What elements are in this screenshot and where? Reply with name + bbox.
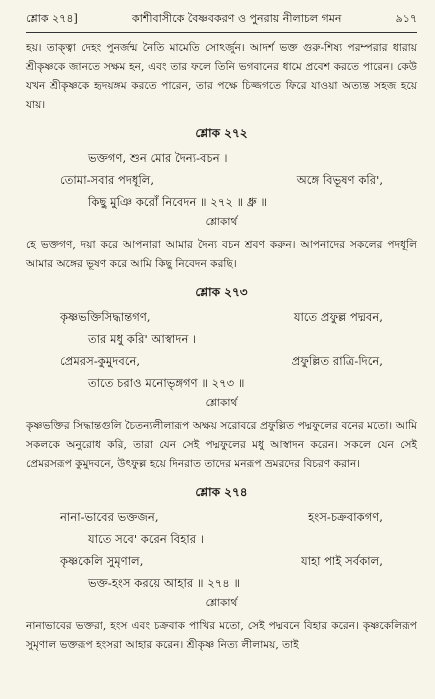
verse-line-part: কিছু মুঞি করোঁ নিবেদন ॥ ২৭২ ॥ ধ্রু ॥ [88, 195, 267, 209]
verse-line-part: যাহা পাই সর্বকাল, [300, 554, 383, 568]
verse-line [26, 572, 417, 594]
verse-line [26, 169, 417, 191]
page-number: ৯১৭ [395, 12, 417, 25]
translation-label: শ্লোকার্থ [205, 216, 238, 228]
verse-text [26, 147, 417, 213]
verse-line [26, 528, 417, 550]
verse-line [26, 550, 417, 572]
verse-number: শ্লোক ২৭২ [195, 126, 248, 140]
translation-paragraph: নানাভাবের ভক্তরা, হংস এবং চক্রবাক পাখির মতো, সেই পদ্মবনে বিহার করেন। কৃষ্ণকেলিরূপ সুমৃণাল ভক্তরূপ হংসরা আহার করেন। শ্রীকৃষ্ণ নিত্য লীলাময়, তাই [26, 620, 417, 651]
verse-line-part: নানা-ভাবের ভক্তজন, [60, 510, 159, 524]
verse-line [26, 372, 417, 394]
translation-label: শ্লোকার্থ [205, 597, 238, 609]
verse-line [26, 350, 417, 372]
verse-line [26, 328, 417, 350]
verse-line [26, 306, 417, 328]
verse-line-part: কৃষ্ণভক্তিসিদ্ধান্তগণ, [60, 310, 151, 324]
intro-paragraph: হয়। তাক্ত্বা দেহং পুনর্জন্ম নৈতি মামেতি সোঽর্জুন। আদর্শ ভক্ত গুরু-শিষ্য পরম্পরার ধারায় শ্রীকৃষ্ণকে জানতে সক্ষম হন, এবং তার ফলে তিনি ভগবানের ধামে প্রবেশ করতে পারেন। কেউ যখন শ্রীকৃষ্ণকে হৃদয়ঙ্গম করতে পারেন, তার পক্ষে চিজ্জগতে ফিরে যাওয়া অত্যন্ত সহজ হয়ে যায়। [26, 42, 417, 111]
verse-line [26, 147, 417, 169]
header-verse-ref: শ্লোক ২৭৪] [26, 12, 78, 25]
verse-line-part: তার মধু করি' আস্বাদন । [88, 332, 197, 346]
translation-paragraph: হে ভক্তগণ, দয়া করে আপনারা আমার দৈন্য বচন শ্রবণ করুন। আপনাদের সকলের পদধূলি আমার অঙ্গের ভূষণ করে আমি কিছু নিবেদন করছি। [26, 239, 417, 270]
verse-line-part: তোমা-সবার পদধূলি, [60, 173, 155, 187]
verses-container [26, 125, 417, 655]
verse-line [26, 191, 417, 213]
verse-text [26, 306, 417, 394]
translation-label: শ্লোকার্থ [205, 397, 238, 409]
running-header [26, 10, 417, 33]
verse-line-part: হংস-চক্রবাকগণ, [308, 510, 383, 524]
verse-text [26, 506, 417, 594]
verse-line-part: কৃষ্ণকেলি সুমৃণাল, [60, 554, 144, 568]
verse-line-part: প্রেমরস-কুমুদবনে, [60, 354, 141, 368]
verse-line-part: প্রফুল্লিত রাত্রি-দিনে, [291, 354, 383, 368]
verse-line-part: যাতে প্রফুল্ল পদ্মবন, [293, 310, 383, 324]
header-chapter-title: কাশীবাসীকে বৈষ্ণবকরণ ও পুনরায় নীলাচল গমন [131, 12, 342, 25]
verse-line-part: যাতে সবে' করেন বিহার । [88, 532, 204, 546]
verse-number: শ্লোক ২৭৪ [195, 485, 248, 499]
verse-line-part: অঙ্গে বিভূষণ করি', [296, 173, 383, 187]
translation-paragraph: কৃষ্ণভক্তির সিদ্ধান্তগুলি চৈতন্যলীলারূপ অক্ষয় সরোবরে প্রফুল্লিত পদ্মফুলের বনের মতো। আমি সকলকে অনুরোধ করি, তারা যেন সেই পদ্মফুলের মধু আস্বাদন করেন। সকলে যেন সেই প্রেমরসরূপ কুমুদবনে, উৎফুল্ল হয়ে দিনরাত তাদের মনরূপ ভ্রমরদের বিচরণ করান। [26, 420, 417, 470]
verse-number: শ্লোক ২৭৩ [195, 285, 248, 299]
verse-line-part: ভক্ত-হংস করয়ে আহার ॥ ২৭৪ ॥ [88, 576, 241, 590]
verse-line-part: ভক্তগণ, শুন মোর দৈন্য-বচন । [88, 151, 228, 165]
verse-line-part: তাতে চরাও মনোভৃঙ্গগণ ॥ ২৭৩ ॥ [88, 376, 245, 390]
verse-line [26, 506, 417, 528]
